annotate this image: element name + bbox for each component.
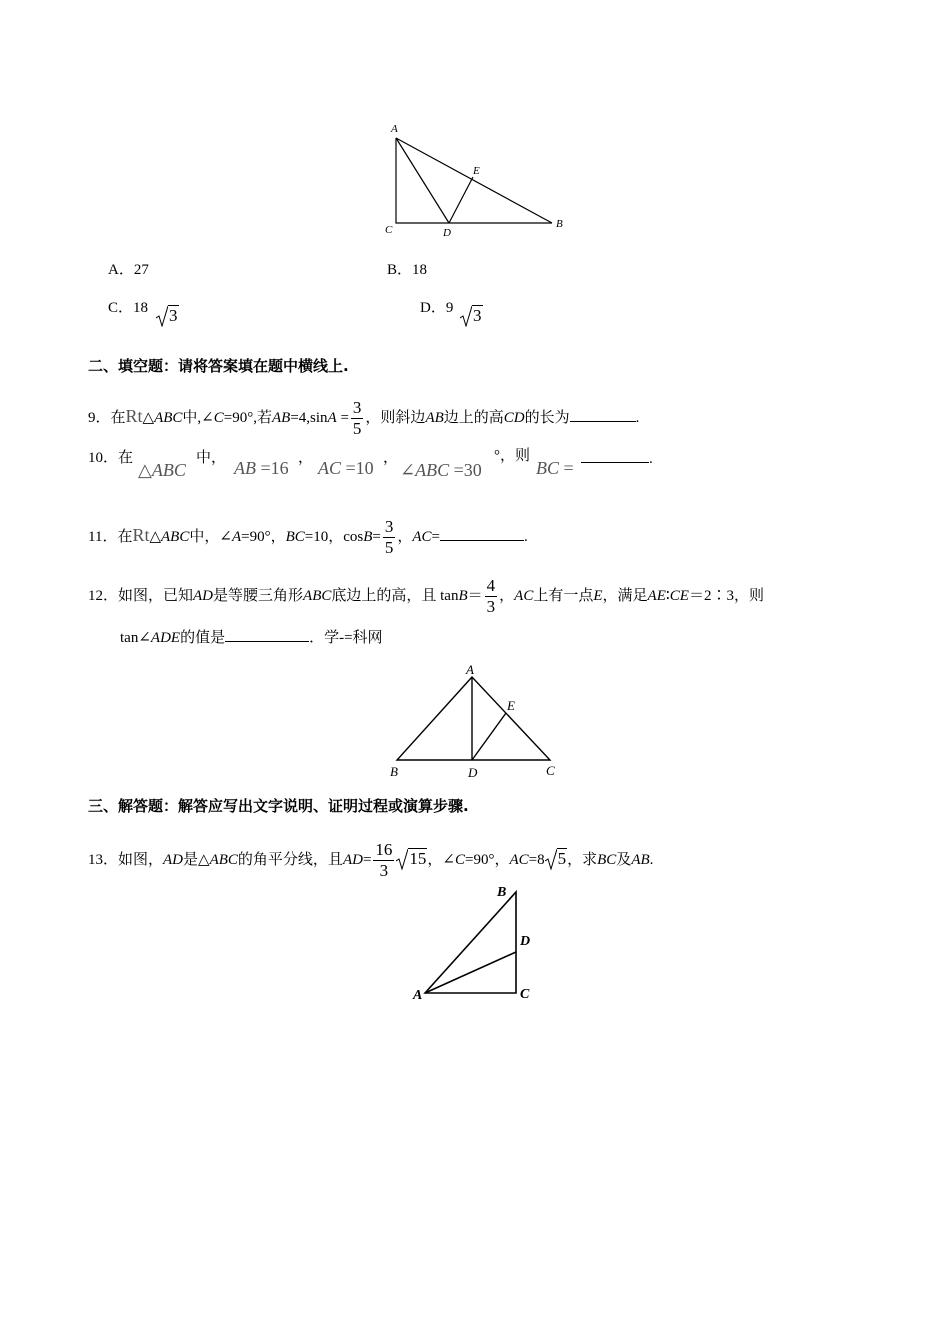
- fig2-label-d: D: [468, 765, 478, 780]
- q13-sqrt-5: 5: [545, 849, 568, 869]
- q10-ac: AC =10: [318, 458, 374, 478]
- q10-answer: .: [581, 448, 653, 469]
- fig1-label-b: B: [556, 218, 563, 230]
- question-11: 11．在Rt△ABC中，∠A=90°，BC=10，cosB= $\frac{3}{5}$ ，AC= .: [88, 517, 528, 557]
- fig3-label-c: C: [520, 987, 530, 1002]
- section-2-title: 二、填空题：请将答案填在题中横线上.: [88, 357, 349, 375]
- question-9: 9．在Rt△ABC中,∠C=90°,若AB=4,sinA = $\frac{3}{5}$ ，则斜边AB边上的高CD的长为 .: [88, 398, 640, 438]
- q11-answer-blank[interactable]: [440, 526, 524, 541]
- option-b-letter: B．: [387, 262, 413, 278]
- section-3-title: 三、解答题：解答应写出文字说明、证明过程或演算步骤.: [88, 797, 469, 815]
- fig2-label-c: C: [546, 763, 555, 778]
- fig3-label-b: B: [497, 885, 507, 900]
- q9-fraction: $\frac{3}{5}$: [352, 398, 362, 438]
- q10-ab: AB =16: [234, 458, 289, 478]
- fig1-label-d: D: [443, 227, 451, 239]
- question-13: 13．如图，AD是△ABC的角平分线，且AD= $\frac{16}{3}$ 15，∠C=90°，AC=8 5，求BC及AB.: [88, 840, 654, 880]
- figure-triangle-angle-bisector: [405, 880, 555, 1005]
- q10-comma2: ，: [383, 450, 399, 466]
- question-12-line2: tan∠ADE的值是 ．学-=科网: [120, 627, 383, 648]
- option-b-text: 18: [412, 262, 428, 278]
- fig1-label-e: E: [473, 165, 480, 177]
- option-c-sqrt: 3: [156, 306, 179, 326]
- q11-fraction: $\frac{3}{5}$: [384, 517, 394, 557]
- q10-bc: BC =: [536, 458, 574, 478]
- question-12: 12．如图，已知AD是等腰三角形ABC底边上的高，且 tanB＝ $\frac{4}{3}$ ，AC上有一点E，满足AE∶CE＝2∶3，则: [88, 576, 764, 616]
- q10-triangle: △ABC: [138, 460, 186, 480]
- option-a: [108, 260, 149, 280]
- option-a-letter: A．: [108, 262, 134, 278]
- q12-fraction: $\frac{4}{3}$: [486, 576, 496, 616]
- option-c-text: 18: [133, 300, 149, 316]
- q10-then: °，则: [494, 448, 531, 464]
- fig1-label-c: C: [385, 224, 393, 236]
- option-d: [420, 298, 453, 318]
- figure-right-triangle-abc: [380, 118, 570, 240]
- q10-answer-blank[interactable]: [581, 448, 649, 463]
- q13-sqrt-15: 15: [396, 849, 427, 869]
- figure-isosceles-triangle-abc: [385, 660, 565, 784]
- q9-answer-blank[interactable]: [570, 407, 636, 422]
- q10-comma1: ，: [298, 450, 314, 466]
- fig1-label-a: A: [391, 123, 398, 135]
- option-c: [108, 298, 148, 318]
- option-d-letter: D．: [420, 300, 446, 316]
- option-a-text: 27: [133, 262, 149, 278]
- q10-angle: ∠ABC =30: [400, 460, 482, 480]
- q10-zhong: 中，: [196, 450, 227, 466]
- fig3-label-a: A: [413, 988, 423, 1003]
- q12-answer-blank[interactable]: [225, 627, 309, 642]
- fig2-label-b: B: [390, 764, 398, 779]
- option-c-letter: C．: [108, 300, 134, 316]
- option-b: [387, 260, 427, 280]
- fig2-label-e: E: [507, 698, 515, 713]
- q13-fraction: $\frac{16}{3}$: [375, 840, 393, 880]
- fig3-label-d: D: [520, 934, 531, 949]
- fig2-label-a: A: [466, 662, 474, 677]
- option-d-sqrt: 3: [460, 306, 483, 326]
- question-10: 10．在: [88, 450, 134, 466]
- option-d-text: 9: [445, 300, 454, 316]
